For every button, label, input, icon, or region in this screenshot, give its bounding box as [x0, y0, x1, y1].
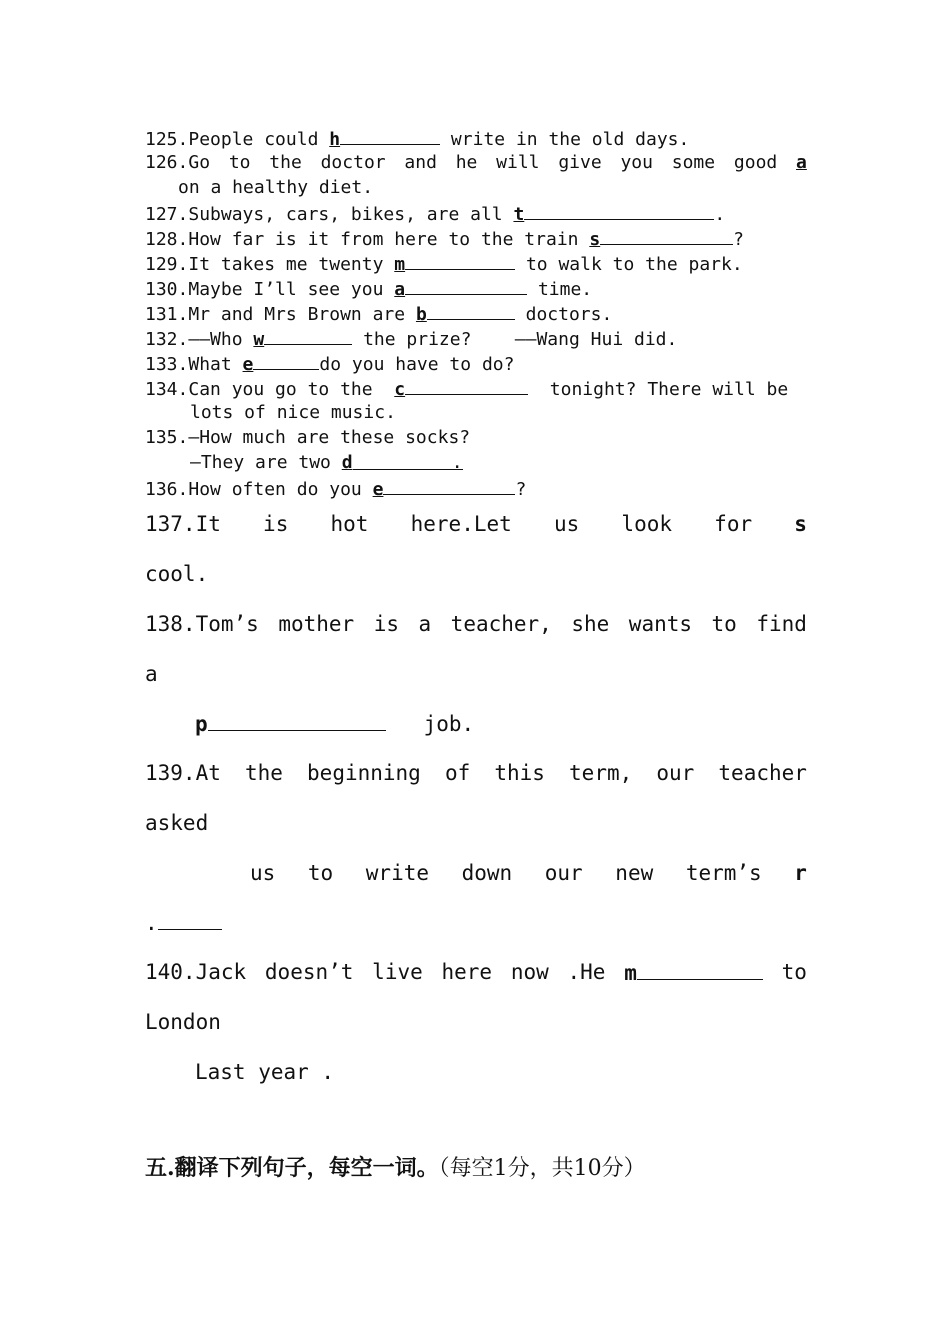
question-137: 137.It is hot here.Let us look for s [145, 509, 807, 539]
question-140-continued: London [145, 1010, 221, 1034]
question-127: 127.Subways, cars, bikes, are all t . [145, 201, 725, 227]
first-letter-hint: m [394, 254, 406, 275]
question-130: 130.Maybe I’ll see you a time. [145, 276, 592, 302]
first-letter-hint: a [394, 279, 406, 300]
question-137-continued: cool. [145, 562, 209, 586]
first-letter-hint: w [253, 329, 265, 350]
answer-blank[interactable]: . [353, 451, 463, 470]
section-scoring-note: （每空1分，共10分） [438, 1156, 646, 1181]
question-126: 126.Go to the doctor and he will give you some good a [145, 152, 807, 173]
section-title: 五.翻译下列句子，每空一词。 [145, 1155, 439, 1181]
answer-blank[interactable] [427, 301, 515, 320]
answer-blank[interactable] [158, 907, 222, 930]
question-140: 140.Jack doesn’t live here now .He m to [145, 957, 807, 988]
first-letter-hint: e [372, 479, 384, 500]
question-140-line3: Last year . [195, 1060, 335, 1084]
first-letter-hint: p [195, 712, 208, 736]
question-134-continued: lots of nice music. [190, 402, 396, 423]
first-letter-hint: e [242, 354, 254, 375]
question-131: 131.Mr and Mrs Brown are b doctors. [145, 301, 612, 327]
answer-blank[interactable] [524, 201, 714, 220]
first-letter-hint: s [589, 229, 601, 250]
question-133: 133.What e do you have to do? [145, 351, 514, 377]
first-letter-hint: c [394, 379, 406, 400]
first-letter-hint: s [794, 512, 807, 536]
answer-blank[interactable] [208, 708, 386, 731]
answer-blank[interactable] [405, 376, 528, 395]
question-126-continued: on a healthy diet. [178, 177, 374, 198]
first-letter-hint: b [415, 304, 427, 325]
question-132: 132.——Who w the prize? ——Wang Hui did. [145, 326, 677, 352]
question-138-continued: a [145, 662, 158, 686]
first-letter-hint: a [796, 152, 807, 173]
question-139-line3: us to write down our new term’s r [250, 858, 807, 888]
question-139-answer-line: . [145, 907, 222, 938]
question-135: 135.—How much are these socks? [145, 427, 471, 448]
answer-blank[interactable] [600, 226, 733, 245]
answer-blank[interactable] [405, 251, 515, 270]
question-128: 128.How far is it from here to the train s ? [145, 226, 744, 252]
answer-blank[interactable] [264, 326, 352, 345]
first-letter-hint: m [624, 961, 637, 985]
first-letter-hint: h [329, 129, 341, 150]
first-letter-hint: t [513, 204, 525, 225]
answer-blank[interactable] [253, 351, 319, 370]
first-letter-hint: r [794, 861, 807, 885]
first-letter-hint: d [341, 452, 353, 473]
section-heading [145, 1152, 646, 1185]
question-135-answer-line: —They are two d . [190, 452, 463, 473]
answer-blank[interactable] [340, 126, 440, 145]
question-129: 129.It takes me twenty m to walk to the park. [145, 251, 743, 277]
answer-blank[interactable] [383, 476, 515, 495]
question-138: 138.Tom’s mother is a teacher, she wants to find [145, 612, 807, 636]
question-139: 139.At the beginning of this term, our teacher [145, 761, 807, 785]
question-138-answer-line: p job. [195, 708, 474, 739]
answer-blank[interactable] [405, 276, 527, 295]
question-134: 134.Can you go to the c tonight? There will be [145, 376, 788, 402]
question-125: 125.People could h write in the old days. [145, 126, 689, 152]
question-139-continued: asked [145, 811, 209, 835]
question-136: 136.How often do you e ? [145, 476, 526, 502]
answer-blank[interactable] [637, 957, 763, 980]
